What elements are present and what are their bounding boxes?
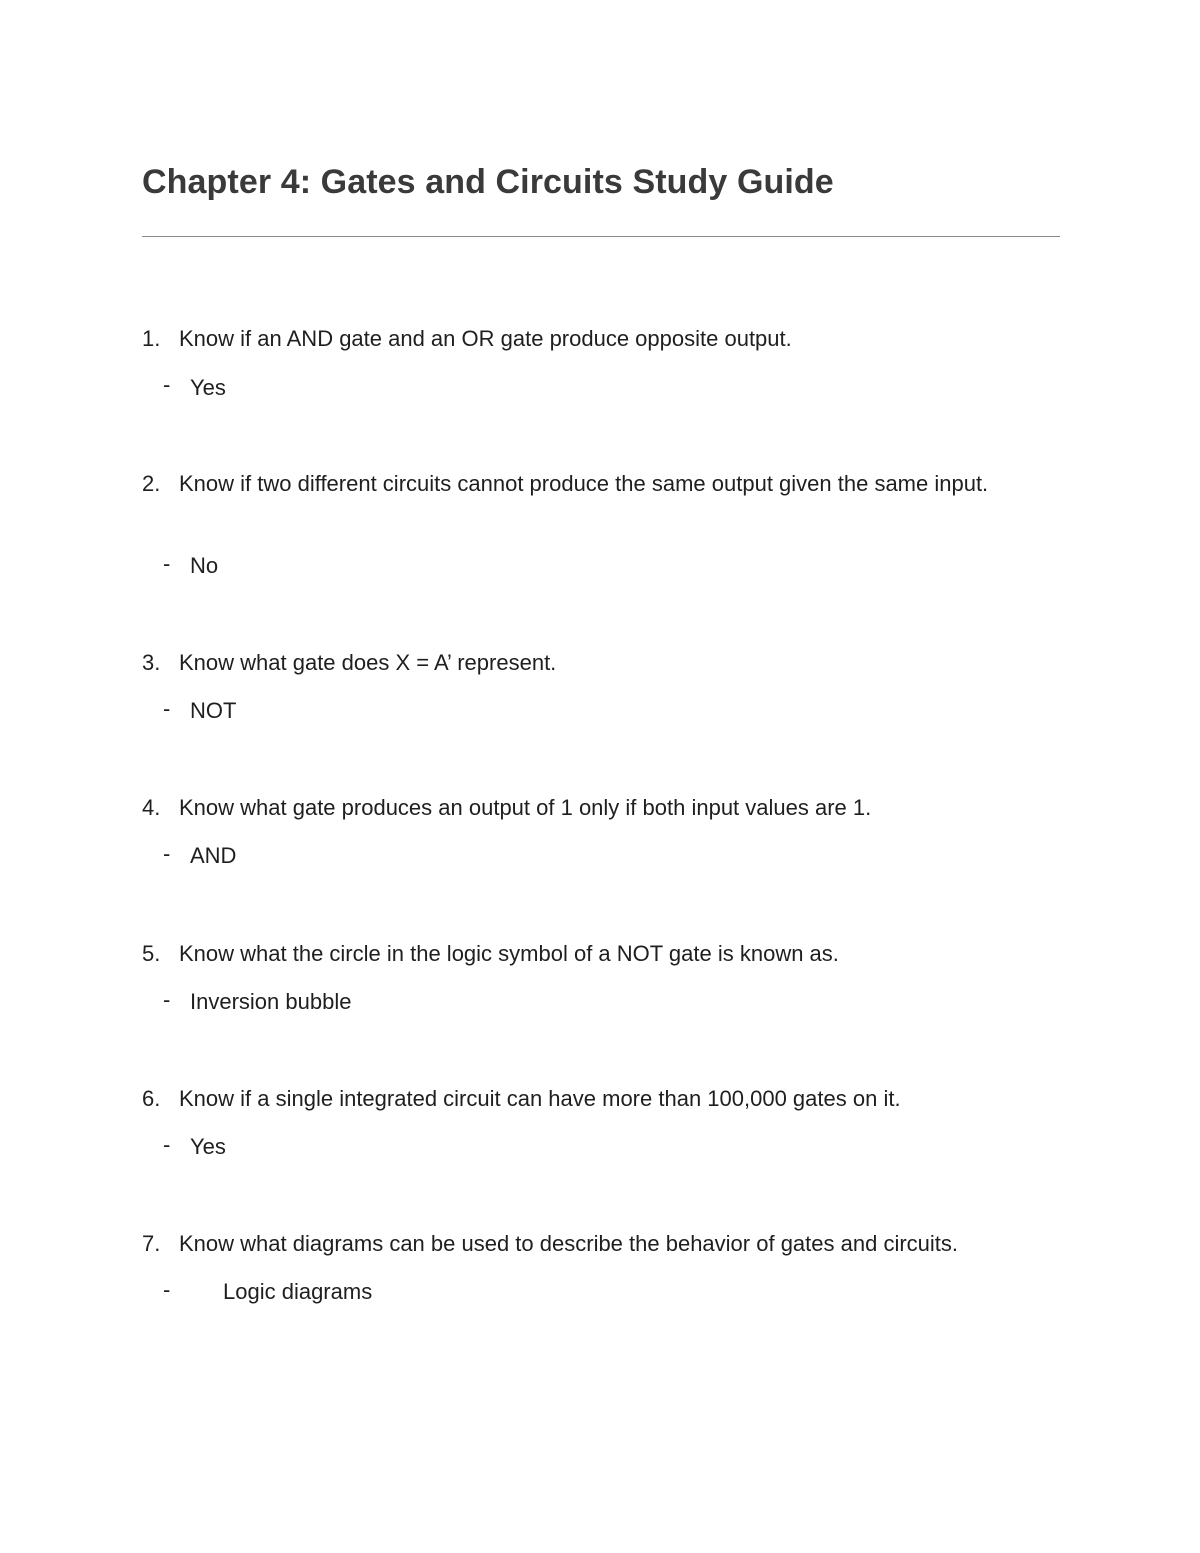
- answer-dash: -: [163, 841, 171, 866]
- question-number: 6.: [142, 1086, 161, 1111]
- answer-text: NOT: [190, 698, 237, 723]
- question-text: Know what gate produces an output of 1 only if both input values are 1.: [179, 795, 872, 820]
- answer-text: Yes: [190, 375, 226, 400]
- question-number: 2.: [142, 471, 161, 496]
- answer-text: Logic diagrams: [223, 1279, 373, 1304]
- question-text: Know if an AND gate and an OR gate produce opposite output.: [179, 326, 792, 351]
- answer-dash: -: [163, 372, 171, 397]
- question-number: 1.: [142, 326, 161, 351]
- answer-text: Inversion bubble: [190, 989, 352, 1014]
- answer-dash: -: [163, 696, 171, 721]
- question-text: Know if a single integrated circuit can have more than 100,000 gates on it.: [179, 1086, 901, 1111]
- question-text: Know what diagrams can be used to describe the behavior of gates and circuits.: [179, 1231, 959, 1256]
- question-text: Know if two different circuits cannot produce the same output given the same input.: [179, 471, 989, 496]
- answer-dash: -: [163, 1132, 171, 1157]
- answer-text: Yes: [190, 1134, 226, 1159]
- answer-dash: -: [163, 551, 171, 576]
- question-number: 3.: [142, 650, 161, 675]
- answer-dash: -: [163, 1277, 171, 1302]
- title-divider: [142, 236, 1060, 237]
- page-title: Chapter 4: Gates and Circuits Study Guide: [142, 163, 834, 201]
- question-number: 7.: [142, 1231, 161, 1256]
- answer-dash: -: [163, 987, 171, 1012]
- question-text: Know what the circle in the logic symbol of a NOT gate is known as.: [179, 941, 839, 966]
- question-text: Know what gate does X = A’ represent.: [179, 650, 557, 675]
- question-number: 4.: [142, 795, 161, 820]
- question-number: 5.: [142, 941, 161, 966]
- answer-text: No: [190, 553, 219, 578]
- answer-text: AND: [190, 843, 237, 868]
